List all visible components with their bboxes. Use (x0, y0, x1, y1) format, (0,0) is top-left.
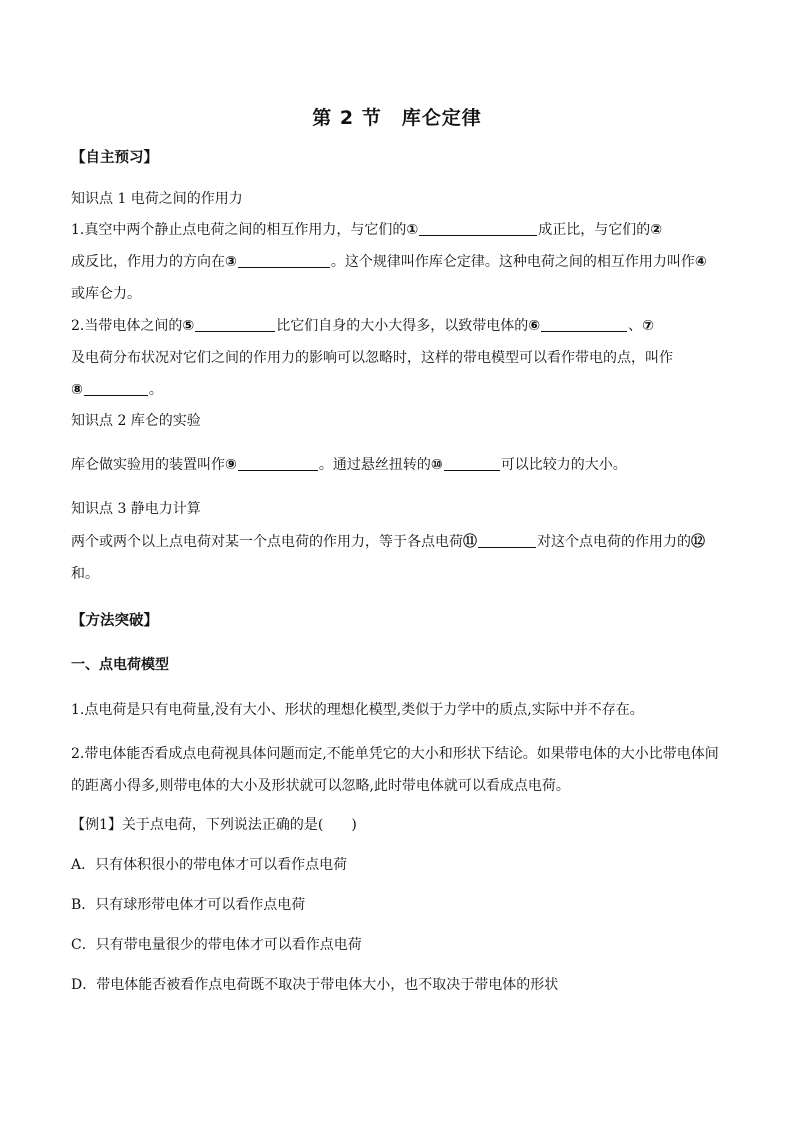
text-segment: 可以比较力的大小。 (500, 457, 627, 473)
question-1-line-2 (71, 252, 723, 272)
blank-number-5: ⑤ (182, 318, 195, 334)
knowledge-point-2-text (71, 455, 723, 475)
example-question-text: 关于点电荷，下列说法正确的是( ) (121, 817, 357, 833)
text-segment: 。通过悬丝扭转的 (318, 457, 431, 473)
blank-number-7: ⑦ (642, 318, 654, 334)
method-paragraph-2-line-1: 2.带电体能否看成点电荷视具体问题而定,不能单凭它的大小和形状下结论。如果带电体的大小比带电体间 (71, 746, 719, 762)
text-segment: 比它们自身的大小大得多，以致带电体的 (276, 318, 529, 334)
text-segment: 。这个规律叫作库仑定律。这种电荷之间的相互作用力叫作 (330, 254, 695, 270)
section-heading-method: 【方法突破】 (71, 613, 158, 629)
text-segment: 库仑做实验用的装置叫作 (71, 457, 225, 473)
question-1-line-1 (71, 220, 723, 240)
question-2-line-1 (71, 316, 723, 336)
text-segment: 成反比，作用力的方向在 (71, 254, 225, 270)
text-segment: 。 (148, 382, 163, 398)
example-label: 【例1】 (71, 817, 122, 833)
fill-blank-3[interactable] (238, 253, 330, 268)
option-c[interactable]: C．只有带电量很少的带电体才可以看作点电荷 (71, 937, 362, 953)
knowledge-point-3-label: 知识点 3 静电力计算 (71, 501, 201, 517)
blank-number-2: ② (650, 222, 663, 238)
question-2-line-3 (71, 380, 723, 400)
option-a[interactable]: A．只有体积很小的带电体才可以看作点电荷 (71, 857, 348, 873)
knowledge-point-1-label: 知识点 1 电荷之间的作用力 (71, 191, 243, 207)
fill-blank-1[interactable] (419, 221, 537, 236)
section-heading-preview: 【自主预习】 (71, 150, 158, 166)
blank-number-8: ⑧ (71, 382, 83, 398)
fill-blank-5[interactable] (195, 317, 275, 332)
text-segment: 2.当带电体之间的 (71, 318, 183, 334)
question-1-line-3: 或库仑力。 (71, 286, 141, 302)
blank-number-4: ④ (694, 254, 707, 270)
fill-blank-11[interactable] (478, 533, 536, 548)
knowledge-point-2-label: 知识点 2 库仑的实验 (71, 413, 201, 429)
blank-number-11: ⑪ (463, 534, 477, 550)
fill-blank-8[interactable] (84, 381, 148, 396)
option-b[interactable]: B．只有球形带电体才可以看作点电荷 (71, 897, 306, 913)
method-paragraph-1: 1.点电荷是只有电荷量,没有大小、形状的理想化模型,类似于力学中的质点,实际中并不存在。 (71, 702, 644, 718)
blank-number-6: ⑥ (528, 318, 541, 334)
knowledge-point-3-text-end: 和。 (71, 566, 99, 582)
method-paragraph-2-line-2: 的距离小得多,则带电体的大小及形状就可以忽略,此时带电体就可以看成点电荷。 (71, 778, 570, 794)
text-segment: 成正比，与它们的 (538, 222, 651, 238)
example-1-question (71, 815, 723, 835)
page-title: 第 2 节 库仑定律 (312, 107, 482, 129)
blank-number-3: ③ (225, 254, 237, 270)
blank-number-1: ① (406, 222, 419, 238)
question-2-line-2: 及电荷分布状况对它们之间的作用力的影响可以忽略时，这样的带电模型可以看作带电的点，叫作 (71, 350, 673, 366)
fill-blank-10[interactable] (444, 456, 500, 471)
blank-number-12: ⑫ (691, 534, 705, 550)
option-d[interactable]: D．带电体能否被看作点电荷既不取决于带电体大小，也不取决于带电体的形状 (71, 977, 559, 993)
knowledge-point-3-text (71, 532, 723, 552)
fill-blank-6[interactable] (541, 317, 627, 332)
fill-blank-9[interactable] (238, 456, 318, 471)
text-segment: 两个或两个以上点电荷对某一个点电荷的作用力，等于各点电荷 (71, 534, 463, 550)
blank-number-10: ⑩ (430, 457, 443, 473)
text-segment: 、 (628, 318, 643, 334)
text-segment: 对这个点电荷的作用力的 (537, 534, 691, 550)
subsection-heading-point-charge: 一、点电荷模型 (71, 657, 169, 673)
text-segment: 1.真空中两个静止点电荷之间的相互作用力，与它们的 (71, 222, 407, 238)
blank-number-9: ⑨ (225, 457, 237, 473)
